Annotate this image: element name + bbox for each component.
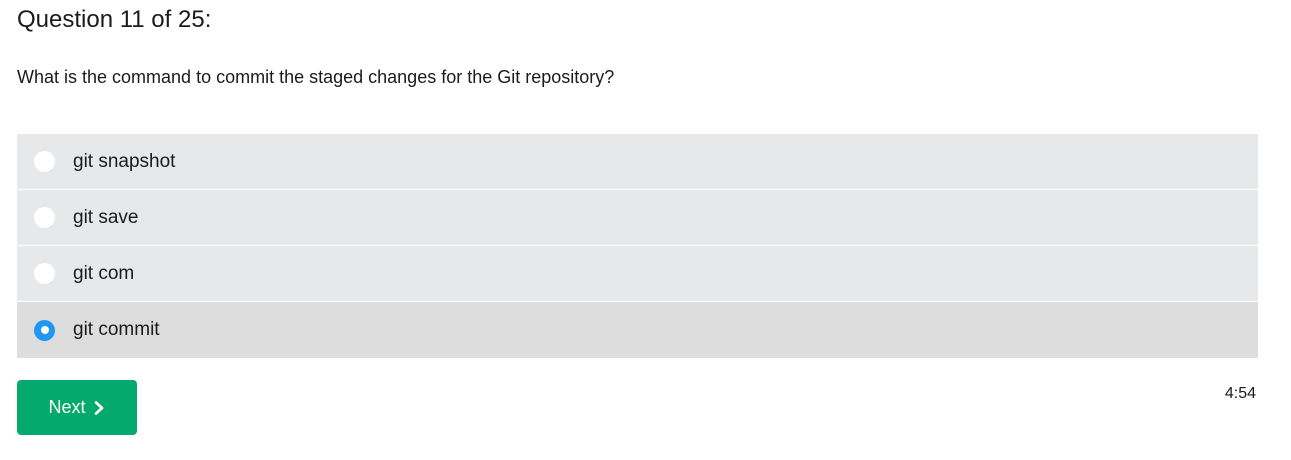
next-button[interactable] [17,380,137,435]
radio-button[interactable] [34,263,55,284]
question-counter: Question 11 of 25: [17,6,212,33]
question-text: What is the command to commit the staged changes for the Git repository? [17,67,615,87]
radio-button[interactable] [34,151,55,172]
answer-option-label: git save [73,206,139,228]
answer-option-selected[interactable] [17,302,1258,358]
answer-option-label: git com [73,262,135,284]
answer-options [17,134,1258,358]
answer-option-label: git snapshot [73,150,176,172]
next-button-label: Next [48,397,86,417]
answer-option[interactable] [17,246,1258,302]
radio-button-checked[interactable] [34,320,55,341]
answer-option-label: git commit [73,319,160,340]
answer-option[interactable] [17,134,1258,190]
chevron-right-icon [92,401,106,415]
countdown-timer: 4:54 [1224,385,1256,402]
radio-button[interactable] [34,207,55,228]
answer-option[interactable] [17,190,1258,246]
